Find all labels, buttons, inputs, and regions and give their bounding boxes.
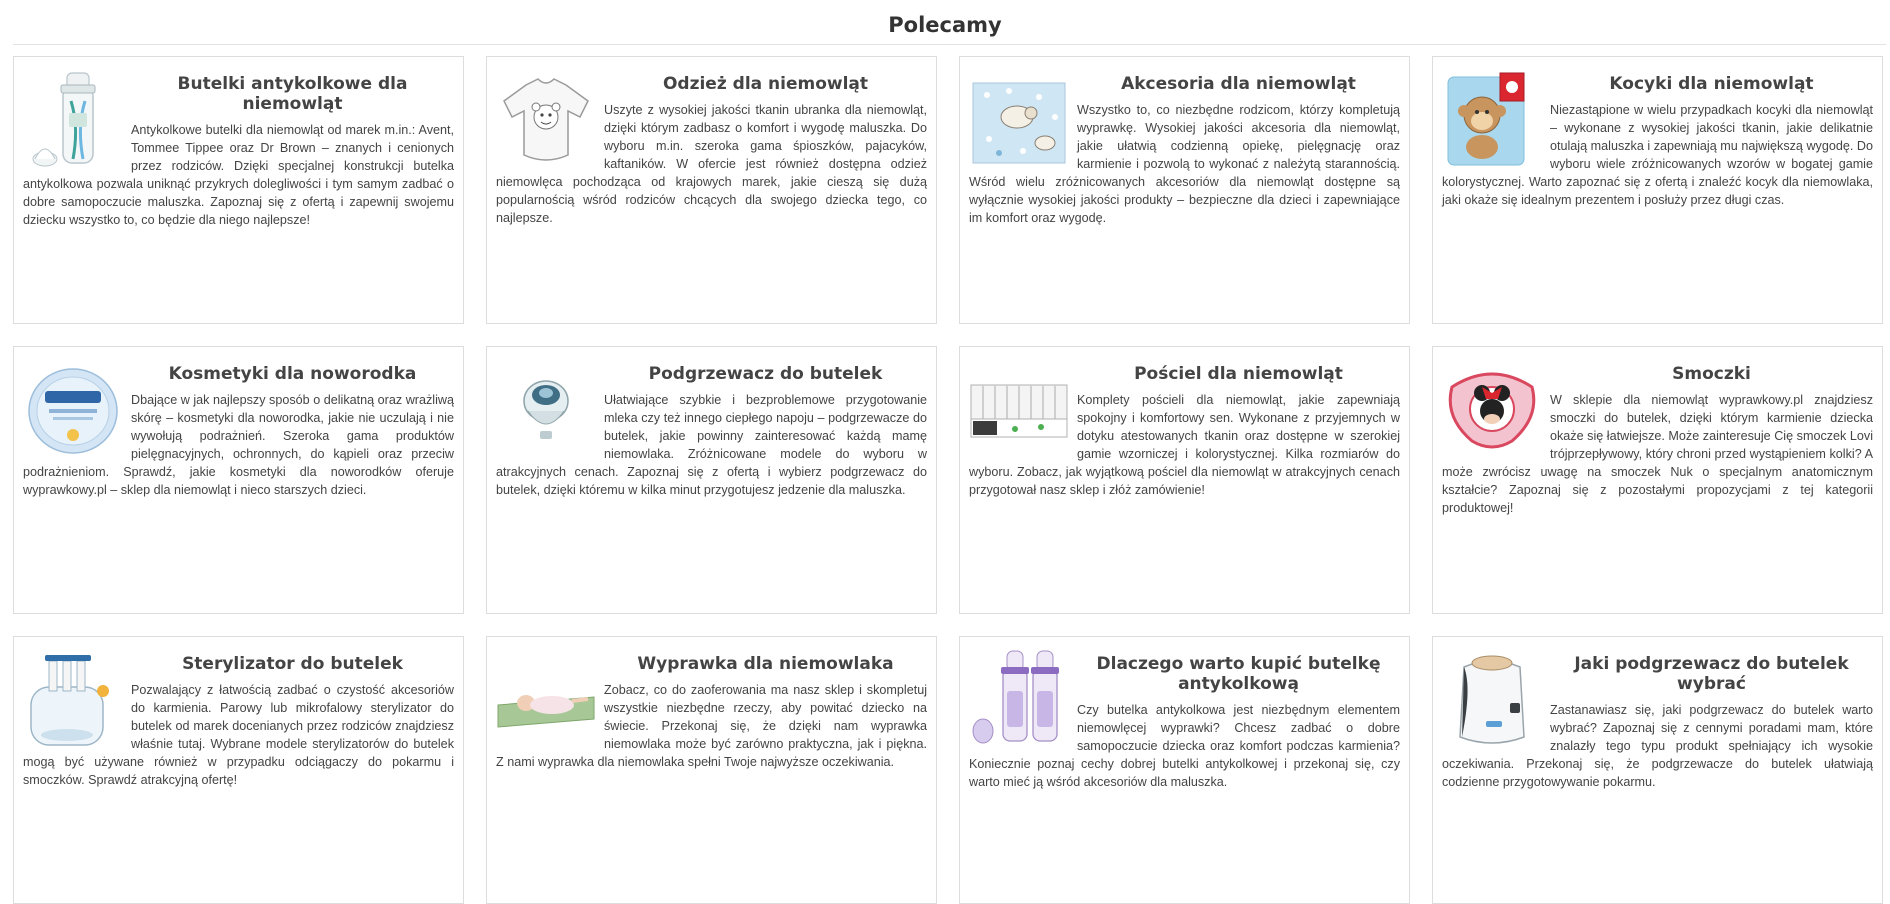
patterned-blanket-image [969,67,1069,171]
monkey-blanket-image [1442,67,1542,171]
card-description: W sklepie dla niemowląt wyprawkowy.pl znajdziesz smoczki do butelek, dzięki którym karmienie dziecka okaże się łatwiejsze. Może zainteresuje Cię smoczek Lovi trójprzepływowy, który chroni przed wystąpieniem kolki? A może zwrócisz uwagę na smoczek Nuk o specjalnym anatomicznym kształcie? Zapoznaj się z pozostałymi propozycjami z tej kategorii produktowej! [1442,393,1873,515]
card-description: Zobacz, co do zaoferowania ma nasz sklep i skompletuj wszystkie niezbędne rzeczy, aby powitać dziecko na świecie. Przekonaj się, że dzięki nam wyprawka niemowlaka może być zarówno praktyczna, jak i piękna. Z nami wyprawka dla niemowlaka spełni Twoje najwyższe oczekiwania. [496,683,927,769]
card-description: Czy butelka antykolkowa jest niezbędnym elementem niemowlęcej wyprawki? Chcesz zadbać o dobre samopoczucie dziecka oraz komfort podczas karmienia? Koniecznie poznaj cechy dobrej butelki antykolkowej i przekonaj się, czy warto mieć ją wśród akcesoriów dla maluszka. [969,703,1400,789]
baby-bottle-image [23,67,123,171]
card-title[interactable]: Wyprawka dla niemowlaka [637,654,894,674]
card-title[interactable]: Pościel dla niemowląt [1134,364,1343,384]
baby-bodysuit-image [496,67,596,171]
purple-bottles-image [969,647,1069,751]
card-title[interactable]: Podgrzewacz do butelek [648,364,883,384]
card-title[interactable]: Odzież dla niemowląt [662,74,869,94]
recommendations-grid [13,56,1890,860]
warmer-device-image [1442,647,1542,751]
card-newborn-cosmetics[interactable] [13,346,464,614]
card-description: Ułatwiające szybkie i bezproblemowe przygotowanie mleka czy też innego ciepłego napoju – podgrzewacze do butelek, jakie powinny zainteresować każdą mamę niemowlaka. Zróżnicowane modele do wyboru w atrakcyjnych cenach. Zapoznaj się z ofertą i wybierz podgrzewacz do butelek, dzięki któremu w kilka minut przygotujesz jedzenie dla maluszka. [496,393,927,497]
title-divider [13,44,1886,45]
card-title[interactable]: Smoczki [1672,364,1751,384]
card-title[interactable]: Butelki antykolkowe dla niemowląt [177,74,408,114]
card-description: Uszyte z wysokiej jakości tkanin ubranka dla niemowląt, dzięki którym zadbasz o komfort i wygodę maluszka. Do wyboru m.in. szeroka gama śpioszków, pajacyków, kaftaników. W ofercie jest również dostępna odzież niemowlęca pochodząca od krajowych marek, jakie cieszą się dużą popularnością wśród rodziców chcących dla swojego dziecka tego, co najlepsze. [496,103,927,225]
pacifier-image [1442,357,1542,461]
card-title[interactable]: Kosmetyki dla noworodka [168,364,417,384]
card-title[interactable]: Dlaczego warto kupić butelkę antykolkową [1096,654,1381,694]
card-pacifiers[interactable] [1432,346,1883,614]
card-anti-colic-bottles[interactable] [13,56,464,324]
card-title[interactable]: Jaki podgrzewacz do butelek wybrać [1574,654,1849,694]
card-title[interactable]: Kocyki dla niemowląt [1609,74,1814,94]
card-description: Zastanawiasz się, jaki podgrzewacz do butelek warto wybrać? Zapoznaj się z cennymi poradami mam, które znalazły tego typu produkt spełniający ich wysokie oczekiwania. Przekonaj się, że podgrzewacze do butelek ułatwiają codzienne przygotowywanie pokarmu. [1442,703,1873,789]
card-baby-layette[interactable] [486,636,937,904]
bottle-warmer-image [496,357,596,461]
crib-bedding-image [969,357,1069,461]
sterilizer-image [23,647,123,751]
page-title: Polecamy [888,13,1002,37]
card-bottle-warmer[interactable] [486,346,937,614]
card-description: Niezastąpione w wielu przypadkach kocyki dla niemowląt – wykonane z wysokiej jakości tkanin, jakie delikatnie otulają maluszka i zapewniają mu największą wygodę. Do wyboru wiele zróżnicowanych wzorów w bogatej gamie kolorystycznej. Warto zapoznać się z ofertą i znaleźć kocyk dla niemowlaka, jaki okaże się idealnym prezentem i posłuży przez długi czas. [1442,103,1873,207]
card-description: Dbające w jak najlepszy sposób o delikatną oraz wrażliwą skórę – kosmetyki dla noworodka, jakie nie uczulają i nie wywołują podrażnień. Szeroka gama produktów pielęgnacyjnych, ochronnych, do kąpieli oraz przeciw podrażnieniom. Sprawdź, jakie kosmetyki dla noworodków oferuje wyprawkowy.pl – sklep dla niemowląt i nieco starszych dzieci. [23,393,454,497]
card-title[interactable]: Akcesoria dla niemowląt [1121,74,1356,94]
card-which-warmer[interactable] [1432,636,1883,904]
card-baby-accessories[interactable] [959,56,1410,324]
card-baby-bedding[interactable] [959,346,1410,614]
card-baby-blankets[interactable] [1432,56,1883,324]
card-description: Komplety pościeli dla niemowląt, jakie zapewniają spokojny i komfortowy sen. Wykonane z przyjemnych w dotyku atestowanych tkanin oraz dostępne w szerokiej gamie wzorniczej i kolorystycznej. Kilka rozmiarów do wyboru. Zobacz, jak wyjątkową pościel dla niemowląt w atrakcyjnych cenach przygotował nasz sklep i złóż zamówienie! [969,393,1400,497]
card-title[interactable]: Sterylizator do butelek [182,654,403,674]
cream-jar-image [23,357,123,461]
card-description: Pozwalający z łatwością zadbać o czystość akcesoriów do karmienia. Parowy lub mikrofalowy sterylizator do butelek od marek docenianych przez rodziców znajdziesz właśnie tutaj. Wybrane modele sterylizatorów do butelek mogą być używane również w przypadku odciągaczy do pokarmu i smoczków. Sprawdź atrakcyjną ofertę! [23,683,454,787]
card-bottle-sterilizer[interactable] [13,636,464,904]
baby-on-mat-image [496,647,596,751]
card-description: Wszystko to, co niezbędne rodzicom, którzy kompletują wyprawkę. Wysokiej jakości akcesoria dla niemowląt, jakie ułatwią codzienną opiekę, pielęgnację oraz karmienie i pozwolą to wykonać z należytą starannością. Wśród wielu zróżnicowanych akcesoriów dla niemowląt dostępne są wyłącznie wysokiej jakości produkty – bezpieczne dla dzieci i zapewniające im komfort oraz wygodę. [969,103,1400,225]
card-description: Antykolkowe butelki dla niemowląt od marek m.in.: Avent, Tommee Tippee oraz Dr Brown – znanych i cenionych przez rodziców. Dzięki specjalnej konstrukcji butelka antykolkowa pozwala uniknąć przykrych dolegliwości i tym samym zadbać o dobre samopoczucie maluszka. Zapoznaj się z ofertą i zapewnij swojemu dziecku wszystko to, co będzie dla niego najlepsze! [23,123,454,227]
card-baby-clothing[interactable] [486,56,937,324]
card-why-anti-colic[interactable] [959,636,1410,904]
